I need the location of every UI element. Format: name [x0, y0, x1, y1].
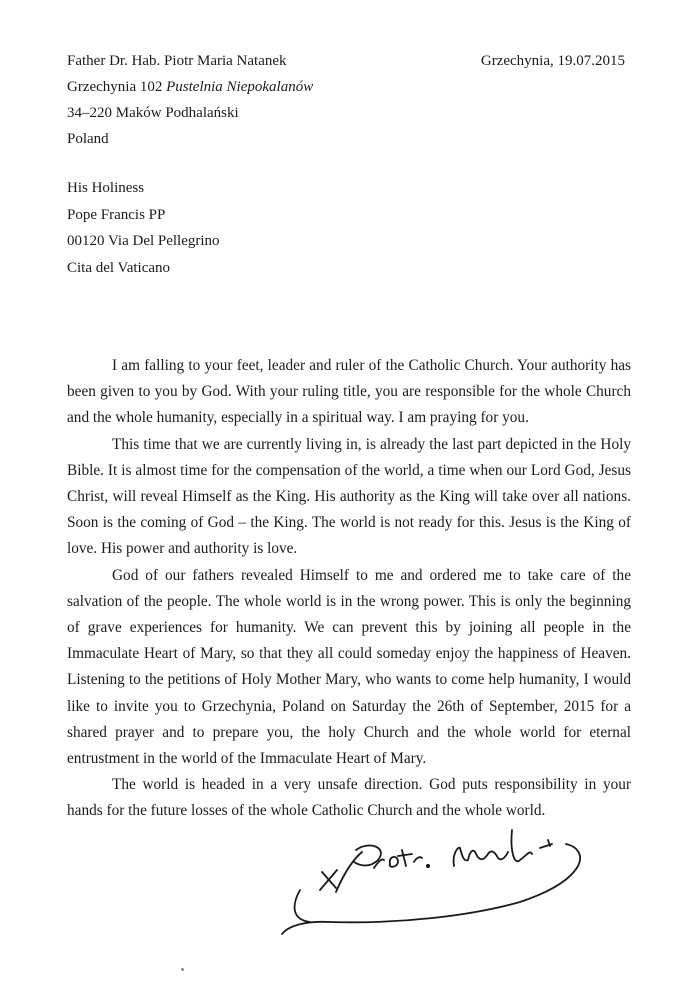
sender-country: Poland — [67, 131, 109, 147]
handwritten-signature — [270, 810, 610, 950]
sender-street — [67, 74, 313, 100]
sender-hermitage-name: Pustelnia Niepokalanów — [166, 79, 314, 95]
scan-speck — [181, 968, 184, 971]
sender-address-block — [67, 48, 313, 152]
sender-street-prefix: Grzechynia 102 — [67, 79, 167, 95]
sender-postal: 34–220 Maków Podhalański — [67, 105, 239, 121]
body-paragraph-3: God of our fathers revealed Himself to me and ordered me to take care of the salvation of the people. The whole world is in the wrong power. This is only the beginning of grave experiences for humanity. We can prevent this by joining all people in the Immaculate Heart of Mary, so that they all could someday enjoy the happiness of Heaven. Listening to the petitions of Holy Mother Mary, who wants to come help humanity, I would like to invite you to Grzechynia, Poland on Saturday the 26th of September, 2015 for a shared prayer and to prepare you, the holy Church and the whole world for eternal entrustment in the world of the Immaculate Heart of Mary. — [67, 566, 631, 768]
recipient-line-2: Pope Francis PP — [67, 206, 166, 223]
body-paragraph-2: This time that we are currently living in, is already the last part depicted in the Holy Bible. It is almost time for the compensation of the world, a time when our Lord God, Jesus Christ, will reveal Himself as the King. His authority as the King will take over all nations. Soon is the coming of God – the King. The world is not ready for this. Jesus is the King of love. His power and authority is love. — [67, 435, 631, 558]
recipient-line-1: His Holiness — [67, 180, 145, 196]
body-paragraph-1: I am falling to your feet, leader and ruler of the Catholic Church. Your authority has been given to you by God. With your ruling title, you are responsible for the whole Church and the whole humanity, especially in a spiritual way. I am praying for you. — [67, 357, 631, 427]
letter-date: Grzechynia, 19.07.2015 — [480, 53, 625, 69]
recipient-address-block — [67, 175, 220, 281]
body-paragraph-4: The world is headed in a very unsafe direction. God puts responsibility in your hands for the future losses of the whole Catholic Church and the whole world. — [67, 776, 631, 820]
letter-body — [67, 353, 631, 825]
recipient-line-3: 00120 Via Del Pellegrino — [67, 233, 220, 249]
sender-name: Father Dr. Hab. Piotr Maria Natanek — [67, 53, 287, 69]
recipient-line-4: Cita del Vaticano — [67, 259, 171, 276]
